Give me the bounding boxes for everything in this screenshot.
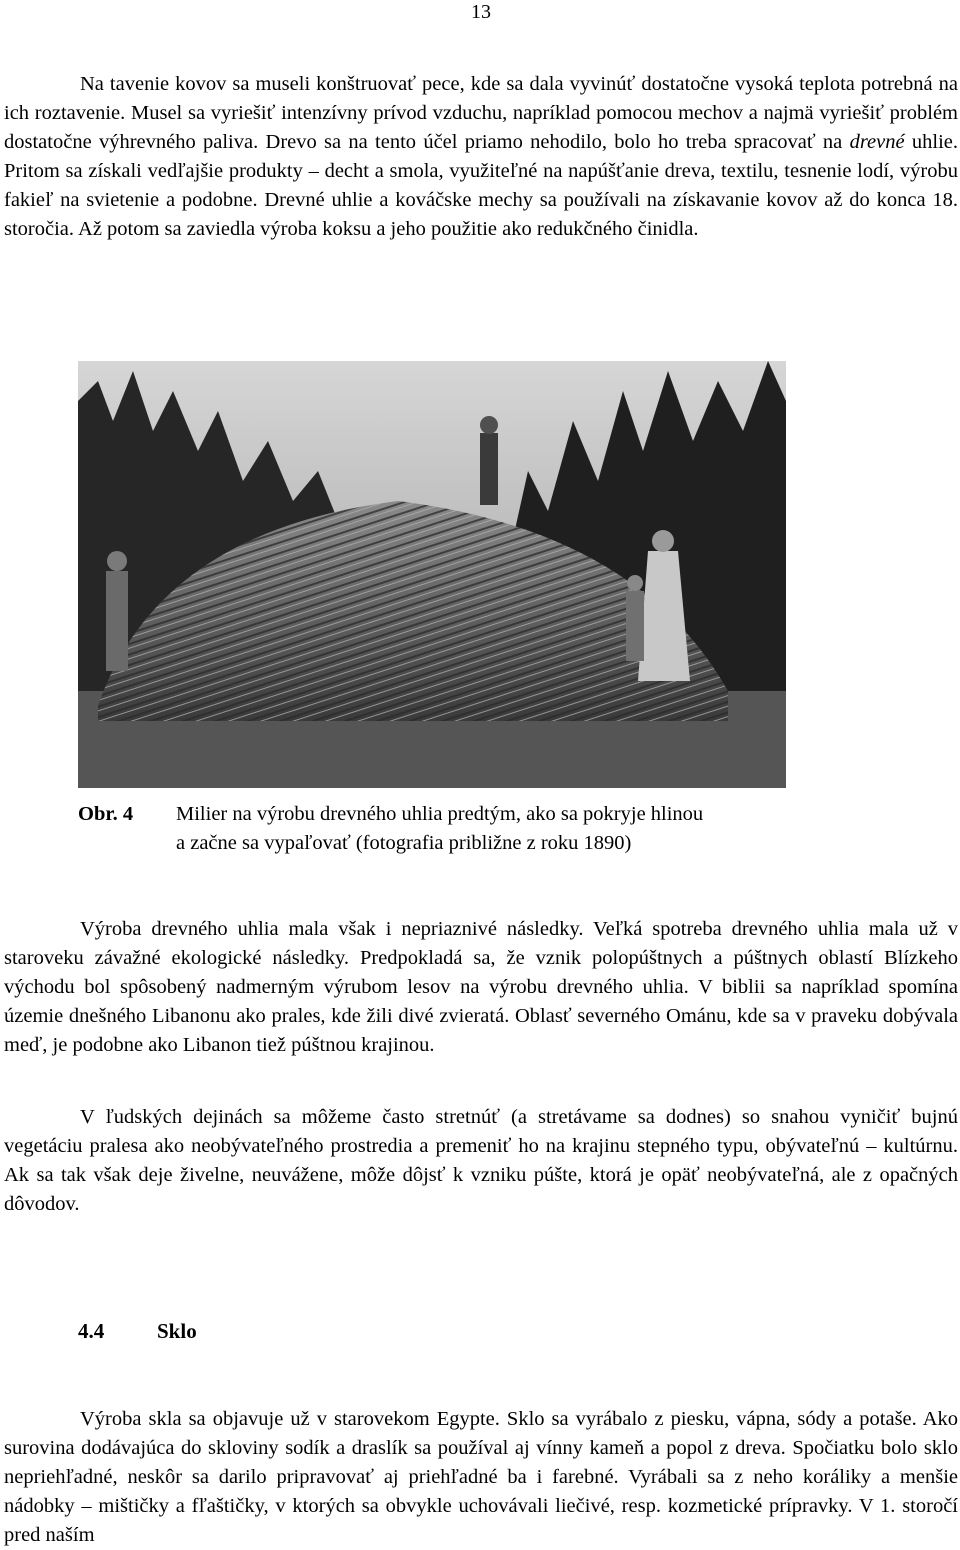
page-number: 13 (471, 1, 491, 23)
charcoal-kiln-photo (78, 361, 786, 788)
paragraph-metal-smelting (4, 70, 958, 244)
section-number: 4.4 (78, 1319, 105, 1343)
paragraph-text-continued: uhlie. Pritom sa získali vedľajšie produkty – decht a smola, využiteľné na napúšťanie dreva, textilu, tesnenie lodí, výrobu fakieľ na svietenie a podobne. Drevné uhlie a kováčske mechy sa používali na získavanie kovov až do konca 18. storočia. Až potom sa zaviedla výroba koksu a jeho použitie ako redukčného činidla. (4, 131, 959, 240)
paragraph-text: Na tavenie kovov sa museli konštruovať pece, kde sa dala vyvinúť dostatočne vysoká teplota potrebná na ich roztavenie. Musel sa vyriešiť intenzívny prívod vzduchu, napríklad pomocou mechov a najmä vyriešiť problém dostatočne výhrevného paliva. Drevo sa na tento účel priamo nehodilo, bolo ho treba spracovať na (4, 73, 958, 153)
caption-line: a začne sa vypaľovať (fotografia približne z roku 1890) (176, 832, 632, 854)
figure-label: Obr. 4 (78, 803, 134, 825)
paragraph-vegetation (4, 1103, 958, 1219)
paragraph-glass (4, 1405, 958, 1550)
paragraph-text: V ľudských dejinách sa môžeme často stretnúť (a stretávame sa dodnes) so snahou vyničiť bujnú vegetáciu pralesa ako neobývateľného prostredia a premeniť ho na krajinu stepného typu, obývateľnú – kultúrnu. Ak sa tak však deje živelne, neuvážene, môže dôjsť k vzniku púšte, ktorá je opäť neobývateľná, ale z opačných dôvodov. (4, 1106, 958, 1215)
section-title: Sklo (157, 1319, 197, 1343)
italic-word: drevné (849, 131, 905, 153)
paragraph-charcoal-consequences (4, 915, 958, 1060)
paragraph-text: Výroba skla sa objavuje už v starovekom Egypte. Sklo sa vyrábalo z piesku, vápna, sódy a potaše. Ako surovina dodávajúca do skloviny sodík a draslík sa používal aj vínny kameň a popol z dreva. Spočiatku bolo sklo nepriehľadné, neskôr sa darilo pripravovať aj priehľadné ba i farebné. Vyrábali sa z neho koráliky a menšie nádobky – mištičky a fľaštičky, v ktorých sa obvykle uchovávali liečivé, resp. kozmetické prípravky. V 1. storočí pred naším (4, 1408, 958, 1546)
paragraph-text: Výroba drevného uhlia mala však i nepriaznivé následky. Veľká spotreba drevného uhlia mala už v staroveku závažné ekologické následky. Predpokladá sa, že vznik polopúštnych a púštnych oblastí Blízkeho východu bol spôsobený nadmerným výrubom lesov na výrobu drevného uhlia. V biblii sa napríklad spomína územie dnešného Libanonu ako prales, kde žili divé zvieratá. Oblasť severného Ománu, kde sa v praveku dobývala meď, je podobne ako Libanon tiež púštnou krajinou. (4, 918, 958, 1056)
caption-line: Milier na výrobu drevného uhlia predtým, ako sa pokryje hlinou (176, 803, 704, 825)
figure-caption-text (176, 800, 836, 858)
charcoal-kiln-illustration (78, 361, 786, 788)
